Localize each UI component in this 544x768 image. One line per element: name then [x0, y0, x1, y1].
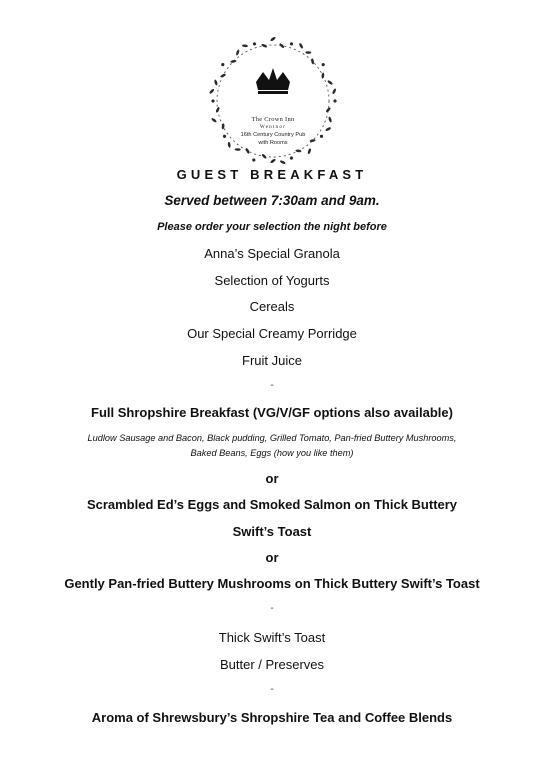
menu-item-mushrooms: Gently Pan-fried Buttery Mushrooms on Thick Buttery Swift’s Toast	[64, 576, 480, 591]
or-divider: or	[265, 471, 279, 486]
wreath-leaf	[332, 88, 337, 95]
menu-item-yogurts: Selection of Yogurts	[214, 273, 330, 288]
wreath-icon	[206, 34, 340, 168]
or-divider: or	[265, 550, 279, 565]
menu-item-cereals: Cereals	[249, 299, 295, 314]
wreath-leaf	[333, 99, 337, 103]
full-breakfast-description-line-1: Ludlow Sausage and Bacon, Black pudding, Grilled Tomato, Pan-fried Buttery Mushrooms,	[87, 433, 457, 443]
wreath-leaf	[299, 43, 304, 50]
separator: -	[270, 603, 274, 614]
crown-inn-logo	[206, 34, 340, 168]
wreath-leaf	[214, 79, 218, 85]
wreath-leaf	[311, 58, 315, 64]
full-breakfast-description-line-2: Baked Beans, Eggs (how you like them)	[190, 448, 354, 458]
wreath-leaf	[221, 63, 224, 66]
wreath-leaf	[252, 42, 256, 46]
wreath-leaf	[290, 42, 294, 46]
wreath-leaf	[270, 36, 276, 42]
wreath-leaf	[270, 158, 276, 164]
wreath-leaf	[321, 63, 325, 67]
wreath-leaf	[245, 148, 250, 155]
wreath-leaf	[211, 99, 215, 103]
wreath-leaf	[295, 149, 301, 152]
wreath-leaf	[305, 51, 311, 54]
logo-name: The Crown Inn	[251, 116, 295, 123]
wreath-leaf	[327, 80, 333, 86]
wreath-leaf	[261, 153, 267, 159]
menu-item-granola: Anna’s Special Granola	[204, 246, 340, 261]
menu-item-fruit-juice: Fruit Juice	[242, 353, 302, 368]
wreath-leaf	[235, 49, 239, 56]
menu-item-full-breakfast: Full Shropshire Breakfast (VG/V/GF options also available)	[91, 405, 453, 420]
wreath-leaf	[215, 107, 220, 114]
menu-item-salmon-line-1: Scrambled Ed’s Eggs and Smoked Salmon on Thick Buttery	[86, 497, 458, 512]
wreath-leaf	[209, 88, 215, 94]
crown-icon	[256, 68, 290, 94]
wreath-leaf	[252, 158, 256, 162]
menu-item-toast: Thick Swift’s Toast	[218, 630, 326, 645]
separator: -	[270, 684, 274, 695]
logo-tagline-1: 16th Century Country Pub	[240, 132, 306, 138]
menu-title: GUEST BREAKFAST	[176, 167, 368, 182]
menu-item-porridge: Our Special Creamy Porridge	[187, 326, 357, 341]
logo-place: Wentnor	[259, 124, 287, 130]
order-note: Please order your selection the night before	[157, 221, 387, 233]
wreath-leaf	[279, 160, 286, 165]
menu-item-tea-coffee: Aroma of Shrewsbury’s Shropshire Tea and Coffee Blends	[91, 710, 453, 725]
wreath-leaf	[307, 148, 311, 155]
wreath-leaf	[242, 44, 248, 47]
wreath-leaf	[235, 148, 241, 151]
wreath-leaf	[321, 72, 324, 78]
wreath-leaf	[230, 60, 236, 64]
served-times: Served between 7:30am and 9am.	[164, 193, 380, 208]
menu-item-butter: Butter / Preserves	[219, 657, 325, 672]
wreath-leaf	[289, 156, 293, 160]
menu-item-salmon-line-2: Swift’s Toast	[232, 524, 312, 539]
logo-tagline-2: with Rooms	[258, 140, 288, 146]
wreath-leaf	[220, 73, 227, 78]
separator: -	[270, 380, 274, 391]
